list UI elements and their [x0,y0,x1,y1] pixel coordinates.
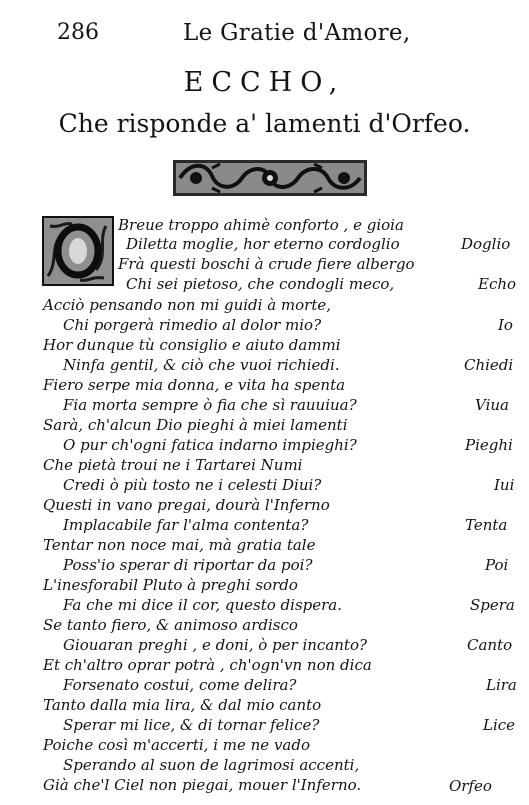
poem-title: ECCHO, [183,67,346,98]
poem-line: Diletta moglie, hor eterno cordoglio [126,235,400,253]
echo-response: Pieghi [465,436,513,454]
poem-line: Che pietà troui ne i Tartarei Numi [43,456,303,474]
poem-line: Fa che mi dice il cor, questo dispera. [63,596,343,614]
echo-response: Poi [485,556,509,574]
page-number: 286 [57,20,99,45]
poem-line: Acciò pensando non mi guidi à morte, [43,296,332,314]
echo-response: Lira [486,676,517,694]
poem-line: Tanto dalla mia lira, & dal mio canto [43,696,322,714]
running-head: Le Gratie d'Amore, [183,20,411,46]
echo-response: Spera [470,596,515,614]
poem-line: Ninfa gentil, & ciò che vuoi richiedi. [63,356,340,374]
poem-line: L'inesforabil Pluto à preghi sordo [43,576,298,594]
poem-line: Già che'l Ciel non piegai, mouer l'Inferno. [43,776,362,794]
poem-line: Implacabile far l'alma contenta? [63,516,309,534]
poem-line: Se tanto fiero, & animoso ardisco [43,616,298,634]
decorated-initial-o-icon [42,216,114,286]
poem-line: Credi ò più tosto ne i celesti Diui? [63,476,322,494]
echo-response: Viua [475,396,509,414]
floral-ornament-icon [172,158,368,198]
poem-line: Giouaran preghi , e doni, ò per incanto? [63,636,368,654]
poem-line: Et ch'altro oprar potrà , ch'ogn'vn non dica [43,656,372,674]
echo-response: Chiedi [464,356,514,374]
poem-line: Poiche così m'accerti, i me ne vado [43,736,311,754]
echo-response: Echo [478,275,517,293]
poem-line: Fia morta sempre ò fia che sì rauuiua? [63,396,357,414]
poem-line: Sarà, ch'alcun Dio pieghi à miei lamenti [43,416,348,434]
poem-line: Fiero serpe mia donna, e vita ha spenta [43,376,346,394]
echo-response: Doglio [461,235,511,253]
poem-subtitle: Che risponde a' lamenti d'Orfeo. [58,109,471,138]
echo-response: Canto [467,636,513,654]
poem-line: Tentar non noce mai, mà gratia tale [43,536,316,554]
echo-response: Iui [494,476,515,494]
poem-line: Breue troppo ahimè conforto , e gioia [118,216,404,234]
poem-line: Hor dunque tù consiglio e aiuto dammi [43,336,341,354]
echo-response: Io [498,316,513,334]
poem-line: Chi sei pietoso, che condogli meco, [126,275,395,293]
poem-line: Poss'io sperar di riportar da poi? [63,556,313,574]
echo-response: Tenta [465,516,508,534]
poem-line: Sperando al suon de lagrimosi accenti, [63,756,360,774]
poem-line: Chi porgerà rimedio al dolor mio? [63,316,322,334]
poem-line: Questi in vano pregai, dourà l'Inferno [43,496,330,514]
poem-line: Forsenato costui, come delira? [63,676,297,694]
signoff: Orfeo [449,777,492,795]
poem-line: Frà questi boschi à crude fiere albergo [118,255,415,273]
poem-line: O pur ch'ogni fatica indarno impieghi? [63,436,357,454]
echo-response: Lice [483,716,516,734]
poem-line: Sperar mi lice, & di tornar felice? [63,716,320,734]
